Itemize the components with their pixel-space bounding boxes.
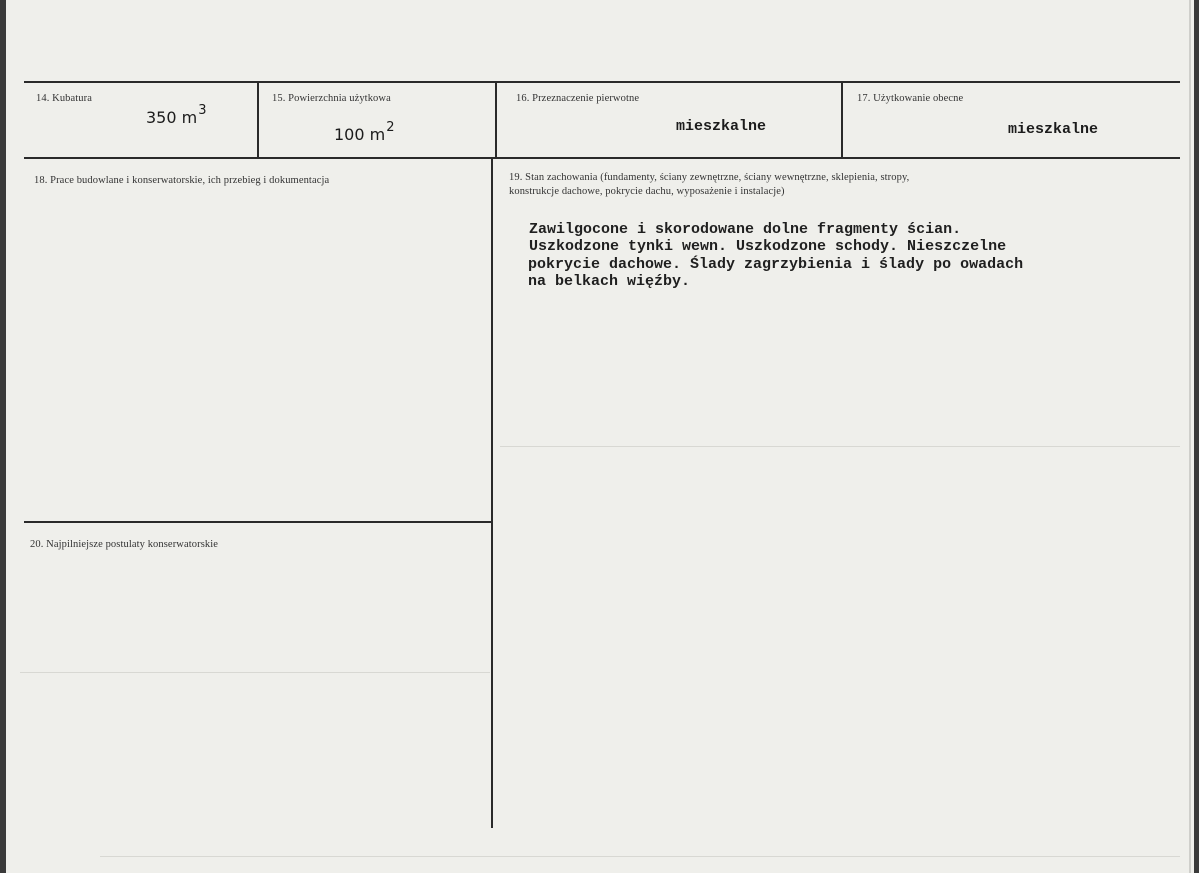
postulaty-label: 20. Najpilniejsze postulaty konserwatorskie [30,539,219,550]
kubatura-label: 14. Kubatura [36,93,93,104]
stan-text-line: Uszkodzone tynki wewn. Uszkodzone schody. Nieszczelne [529,238,1007,255]
kubatura-value: 350 $m^3$ [146,103,207,127]
ghost-line [100,856,1180,857]
powierzchnia-value: 100 $m^2$ [334,120,395,144]
col-divider [257,82,259,158]
przeznaczenie-value: mieszkalne [676,118,767,135]
prace-label: 18. Prace budowlane i konserwatorskie, ich przebieg i dokumentacja [34,175,330,186]
col-divider [841,82,843,158]
stan-text-line: na belkach więźby. [528,273,691,290]
stan-text-line: Zawilgocone i skorodowane dolne fragmenty ścian. [529,221,962,238]
row-rule [24,157,1180,159]
top-rule [24,81,1180,83]
uzytkowanie-label: 17. Użytkowanie obecne [857,93,964,104]
powierzchnia-label: 15. Powierzchnia użytkowa [272,93,391,104]
stan-label-line2: konstrukcje dachowe, pokrycie dachu, wyposażenie i instalacje) [509,186,785,197]
ghost-line [500,446,1180,447]
ghost-line [20,672,490,673]
col-divider [495,82,497,158]
scan-edge-left [0,0,6,873]
stan-text-line: pokrycie dachowe. Ślady zagrzybienia i ślady po owadach [528,256,1024,273]
przeznaczenie-label: 16. Przeznaczenie pierwotne [516,93,640,104]
center-divider [491,158,493,828]
stan-label-line1: 19. Stan zachowania (fundamenty, ściany zewnętrzne, ściany wewnętrzne, sklepienia, stropy, [509,172,910,183]
scan-edge-right [1194,0,1199,873]
uzytkowanie-value: mieszkalne [1008,121,1099,138]
scan-edge-right-inner [1189,0,1191,873]
section-rule [24,521,492,523]
